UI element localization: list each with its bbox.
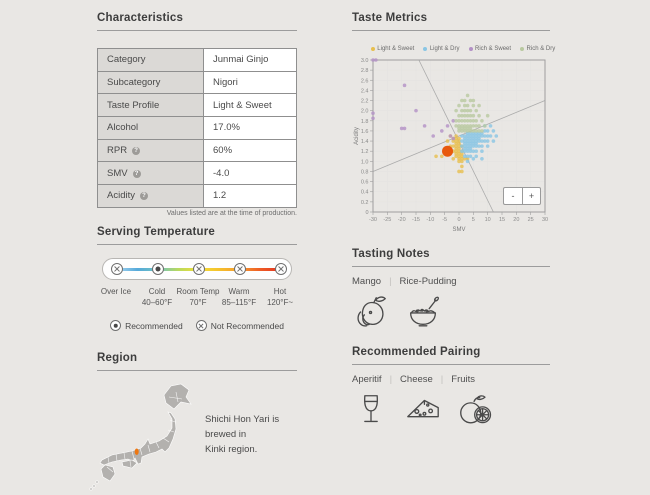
rice-pudding-icon — [404, 293, 442, 331]
svg-text:2.4: 2.4 — [360, 88, 369, 95]
taste-metrics-divider — [352, 30, 550, 31]
temperature-label-range: 120°F~ — [266, 297, 294, 307]
recommended-icon — [110, 320, 121, 331]
cheese-icon — [404, 391, 442, 429]
svg-text:3.0: 3.0 — [360, 58, 369, 64]
recommended-pairing-divider — [352, 364, 550, 365]
not-recommended-icon — [196, 320, 207, 331]
hokkaido-shape — [164, 384, 191, 409]
svg-text:-20: -20 — [397, 217, 406, 223]
temperature-scale — [102, 258, 292, 280]
shikoku-shape — [122, 460, 137, 468]
region-marker — [135, 449, 139, 455]
characteristic-label: Acidity ? — [98, 185, 204, 208]
svg-text:Acidity: Acidity — [354, 127, 360, 145]
svg-text:30: 30 — [541, 217, 549, 223]
kyushu-shape — [101, 465, 115, 481]
tasting-notes-title: Tasting Notes — [352, 248, 430, 260]
characteristics-row — [98, 49, 297, 72]
svg-text:1.6: 1.6 — [360, 128, 369, 135]
legend-item-label: Rich & Sweet — [475, 46, 512, 52]
legend-recommended — [110, 320, 183, 331]
pairing-labels — [352, 374, 475, 385]
region-divider — [97, 370, 297, 371]
temperature-marker-room-temp — [193, 263, 205, 275]
label-separator: | — [389, 374, 393, 385]
characteristics-row — [98, 71, 297, 94]
tasting-notes-labels — [352, 276, 457, 287]
wine-glass-icon — [352, 391, 390, 429]
recommended-pairing-title: Recommended Pairing — [352, 346, 481, 358]
svg-text:5: 5 — [471, 217, 475, 223]
characteristic-value: 1.2 — [204, 185, 297, 208]
temperature-label-name: Over Ice — [100, 287, 132, 296]
mango-icon — [352, 293, 390, 331]
taste-metrics-chart — [352, 45, 567, 241]
label-separator: | — [440, 374, 444, 385]
characteristics-title: Characteristics — [97, 12, 184, 24]
scatter-plot[interactable] — [352, 45, 567, 241]
temperature-label-hot — [250, 287, 310, 308]
svg-text:2.2: 2.2 — [360, 98, 369, 105]
svg-text:1.2: 1.2 — [360, 149, 369, 156]
svg-text:15: 15 — [498, 217, 506, 223]
item-label-fruits: Fruits — [451, 374, 476, 385]
item-label-mango: Mango — [352, 276, 382, 287]
characteristic-value: Junmai Ginjo — [204, 49, 297, 72]
svg-text:1.8: 1.8 — [360, 118, 369, 125]
characteristics-row — [98, 94, 297, 117]
item-label-rice-pudding: Rice-Pudding — [399, 276, 457, 287]
region-description — [205, 412, 310, 457]
temperature-label-name: Room Temp — [176, 287, 220, 296]
svg-text:2.6: 2.6 — [360, 78, 369, 85]
taste-metrics-title: Taste Metrics — [352, 12, 428, 24]
zoom-out-button[interactable]: - — [503, 187, 522, 205]
region-description-line2: Kinki region. — [205, 444, 258, 455]
highlighted-sake-point — [442, 146, 453, 157]
help-icon[interactable]: ? — [140, 192, 148, 200]
svg-text:25: 25 — [527, 217, 534, 223]
tasting-notes-icons — [352, 293, 442, 331]
temperature-label-name: Cold — [148, 287, 166, 296]
characteristics-divider — [97, 30, 297, 31]
characteristics-row — [98, 162, 297, 185]
legend-not-recommended — [196, 320, 284, 331]
legend-recommended-label: Recommended — [125, 320, 183, 331]
svg-text:0: 0 — [457, 217, 461, 223]
svg-text:-25: -25 — [383, 217, 392, 223]
help-icon[interactable]: ? — [132, 147, 140, 155]
region-description-line1: Shichi Hon Yari is brewed in — [205, 414, 280, 440]
characteristic-value: 60% — [204, 139, 297, 162]
left-column — [97, 0, 297, 495]
svg-text:2.8: 2.8 — [360, 68, 369, 75]
svg-text:0.4: 0.4 — [360, 189, 369, 196]
svg-text:1.0: 1.0 — [360, 159, 369, 166]
svg-text:-5: -5 — [442, 217, 448, 223]
characteristics-row — [98, 185, 297, 208]
characteristic-label: Subcategory — [98, 71, 204, 94]
pairing-icons — [352, 391, 494, 429]
temperature-label-range: 70°F — [189, 297, 207, 307]
svg-text:0.6: 0.6 — [360, 179, 369, 186]
svg-text:0.8: 0.8 — [360, 169, 369, 176]
honshu-shape — [100, 412, 176, 465]
svg-text:20: 20 — [513, 217, 520, 223]
svg-text:-10: -10 — [426, 217, 435, 223]
svg-text:SMV: SMV — [452, 227, 466, 233]
svg-text:1.4: 1.4 — [360, 139, 369, 146]
zoom-in-button[interactable]: + — [522, 187, 541, 205]
temperature-marker-hot — [275, 263, 287, 275]
temperature-label-name: Warm — [228, 287, 250, 296]
temperature-labels — [102, 287, 292, 311]
temperature-marker-cold — [152, 263, 164, 275]
temperature-label-range: 40–60°F — [141, 297, 173, 307]
serving-temperature-divider — [97, 244, 297, 245]
legend-not-recommended-label: Not Recommended — [210, 320, 284, 331]
item-label-cheese: Cheese — [400, 374, 433, 385]
svg-text:0: 0 — [365, 210, 369, 216]
label-separator: | — [389, 276, 392, 287]
characteristics-row — [98, 139, 297, 162]
svg-text:2.0: 2.0 — [360, 108, 369, 115]
characteristic-label: SMV ? — [98, 162, 204, 185]
temperature-marker-warm — [234, 263, 246, 275]
characteristics-footnote: Values listed are at the time of production. — [166, 210, 297, 217]
right-column — [352, 0, 556, 495]
tasting-notes-divider — [352, 266, 550, 267]
legend-item-label: Rich & Dry — [526, 46, 556, 52]
characteristic-value: Nigori — [204, 71, 297, 94]
svg-text:10: 10 — [484, 217, 491, 223]
chart-zoom-controls — [503, 187, 541, 205]
region-title: Region — [97, 352, 138, 364]
characteristic-value: -4.0 — [204, 162, 297, 185]
characteristic-label: RPR ? — [98, 139, 204, 162]
japan-map — [88, 382, 206, 495]
serving-temperature-title: Serving Temperature — [97, 226, 215, 238]
characteristic-label: Alcohol — [98, 117, 204, 140]
item-label-aperitif: Aperitif — [352, 374, 382, 385]
help-icon[interactable]: ? — [133, 170, 141, 178]
svg-text:0.2: 0.2 — [360, 199, 369, 206]
characteristic-value: 17.0% — [204, 117, 297, 140]
citrus-icon — [456, 391, 494, 429]
characteristics-row — [98, 117, 297, 140]
characteristic-value: Light & Sweet — [204, 94, 297, 117]
temperature-label-name: Hot — [273, 287, 287, 296]
svg-text:-30: -30 — [369, 217, 377, 223]
legend-item-label: Light & Dry — [429, 46, 460, 52]
svg-text:-15: -15 — [412, 217, 420, 223]
temperature-marker-over-ice — [111, 263, 123, 275]
characteristic-label: Category — [98, 49, 204, 72]
legend-item-label: Light & Sweet — [377, 46, 415, 52]
characteristics-table — [97, 48, 297, 208]
temperature-legend — [97, 320, 297, 331]
temperature-label-range: 85–115°F — [221, 297, 257, 307]
characteristic-label: Taste Profile — [98, 94, 204, 117]
